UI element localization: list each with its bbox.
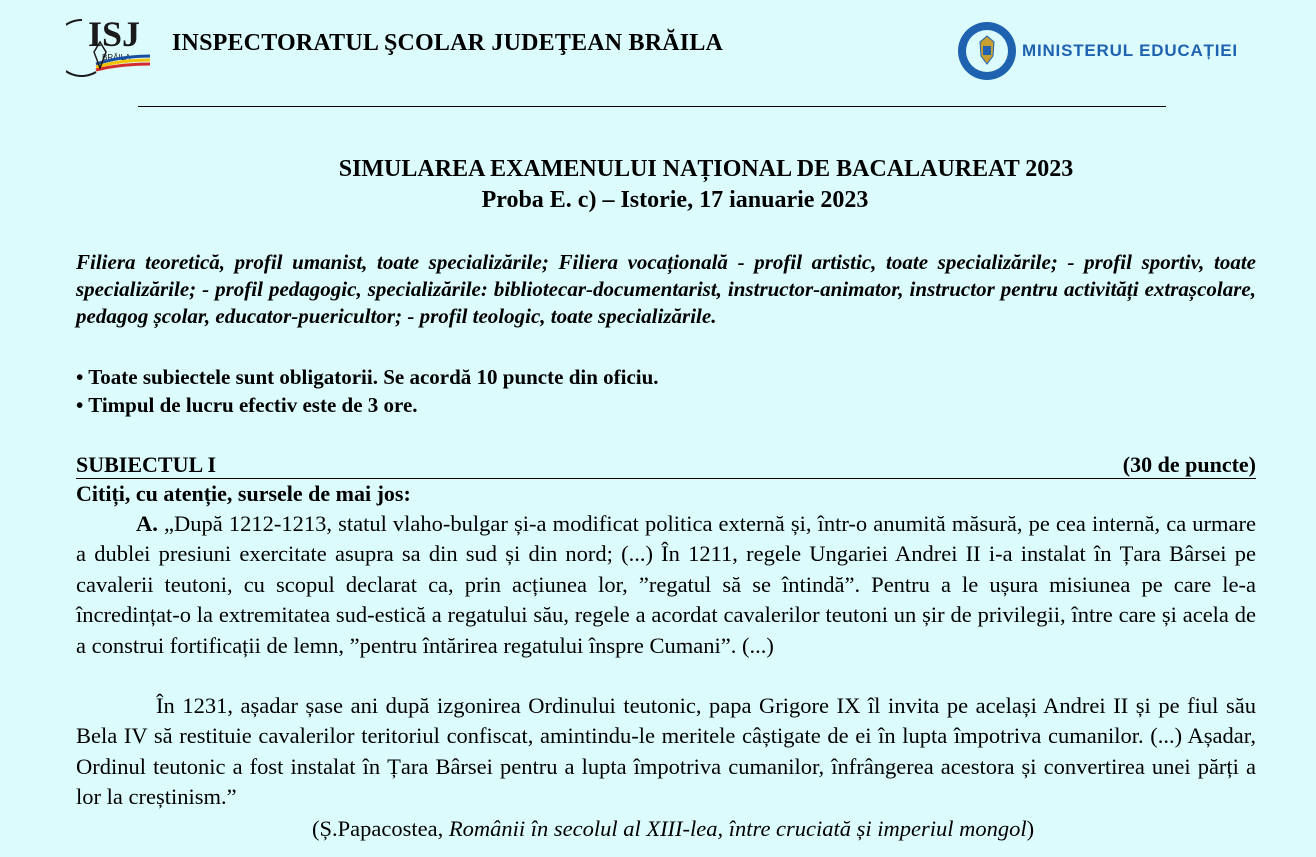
- citation-author: (Ș.Papacostea,: [312, 816, 449, 841]
- isj-logo: [66, 12, 156, 78]
- citation-close: ): [1026, 816, 1035, 841]
- institution-name: INSPECTORATUL ŞCOLAR JUDEŢEAN BRĂILA: [172, 30, 724, 56]
- ministry-name: MINISTERUL EDUCAȚIEI: [1022, 41, 1238, 60]
- rule-item: • Toate subiectele sunt obligatorii. Se acordă 10 puncte din oficiu.: [76, 365, 659, 389]
- exam-title: SIMULAREA EXAMENULUI NAȚIONAL DE BACALAUREAT 2023: [338, 156, 1074, 182]
- exam-rules: [76, 363, 659, 419]
- exam-subtitle: Proba E. c) – Istorie, 17 ianuarie 2023: [481, 187, 869, 213]
- source-citation: [312, 816, 1034, 842]
- subject-heading: [76, 452, 1256, 479]
- filiera-text: Filiera teoretică, profil umanist, toate specializările; Filiera vocațională - profil artistic, toate specializările; - profil sportiv, toate specializările; - profil pedagogic, specializările: bibliotecar-documentarist, instructor-animator, instructor pentru activități extrașcolare, pedagog școlar, educator-puericultor; - profil teologic, toate specializările.: [76, 250, 1256, 328]
- source-a-paragraph-2: În 1231, așadar șase ani după izgonirea Ordinului teutonic, papa Grigore IX îl invita pe același Andrei II și pe fiul său Bela IV să restituie cavalerilor teritoriul confiscat, amintindu-le meritele câștigate de ei în lupta împotriva cumanilor. (...) Așadar, Ordinul teutonic a fost instalat în Țara Bârsei pentru a lupta împotriva cumanilor, înfrângerea acestora și convertirea unei părți a lor la creștinism.”: [76, 693, 1256, 810]
- rule-item: • Timpul de lucru efectiv este de 3 ore.: [76, 393, 418, 417]
- source-a-paragraph-1: [76, 509, 1256, 661]
- citation-book: Românii în secolul al XIII-lea, între cruciată și imperiul mongol: [448, 816, 1027, 841]
- source-a-text-1: „După 1212-1213, statul vlaho-bulgar și-a modificat politica externă și, într-o anumită măsură, pe cea internă, ca urmare a dublei presiuni exercitate asupra sa din sud și din nord; (...) În 1211, regele Ungariei Andrei II i-a instalat în Țara Bârsei pe cavalerii teutoni, cu scopul declarat ca, prin acțiunea lor, ”regatul să se întindă”. Pentru a le ușura misiunea pe care le-a încredințat-o la extremitatea sud-estică a regatului său, regele a acordat cavalerilor teutoni un șir de privilegii, între care și acela de a construi fortificații de lemn, ”pentru întărirea regatului înspre Cumani”. (...): [76, 511, 1257, 658]
- ministry-seal: [956, 20, 1018, 82]
- logo-braila-text: BRĂILA: [102, 53, 131, 62]
- subject-label: SUBIECTUL I: [76, 452, 217, 477]
- header-divider: [138, 106, 1166, 107]
- subject-points: (30 de puncte): [1122, 452, 1256, 477]
- instruction: Citiți, cu atenție, sursele de mai jos:: [76, 481, 411, 506]
- source-letter: A.: [136, 511, 158, 536]
- logo-isj-text: ISJ: [88, 14, 141, 54]
